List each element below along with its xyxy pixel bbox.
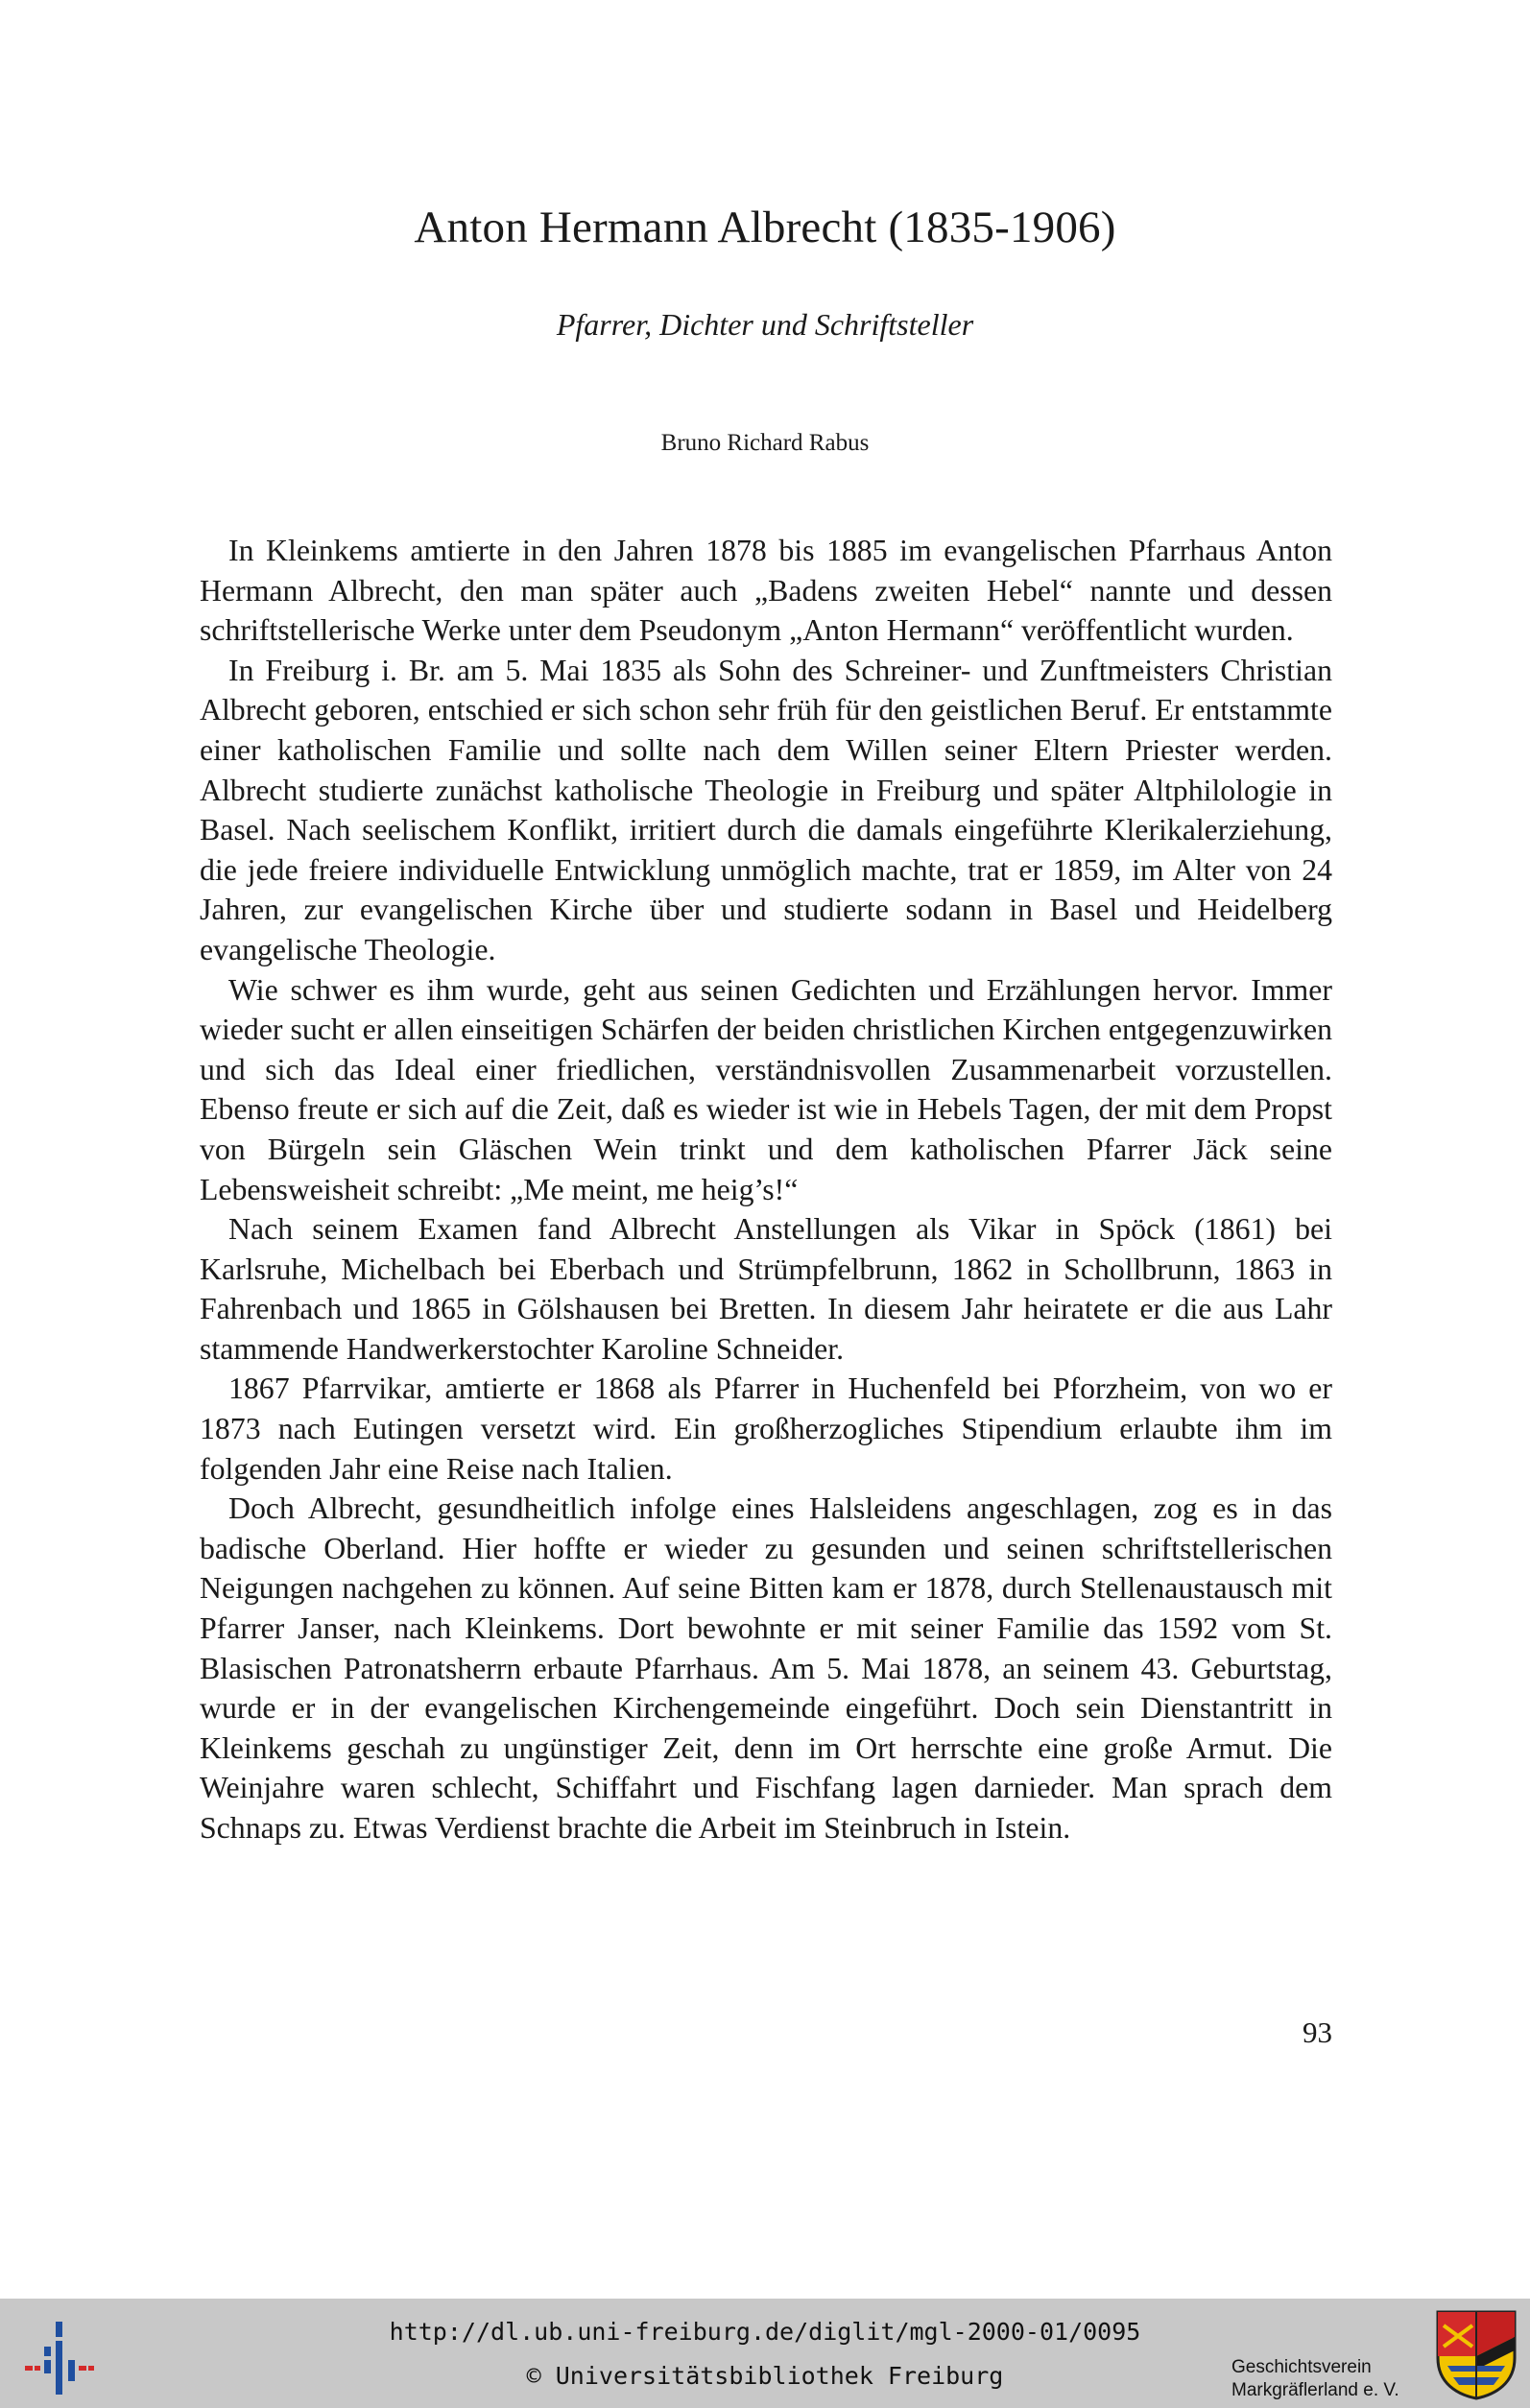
paragraph: In Freiburg i. Br. am 5. Mai 1835 als Sohn des Schreiner- und Zunftmeisters Christian Albrecht geboren, entschied er sich schon sehr früh für den geistlichen Beruf. Er entstammte einer katholischen Familie und sollte nach dem Willen seiner Eltern Priester werden. Albrecht studierte zunächst katholische Theologie in Freiburg und später Altphilologie in Basel. Nach seelischem Konflikt, irritiert durch die damals eingeführte Klerikalerziehung, die jede freiere individuelle Entwicklung unmöglich machte, trat er 1859, im Alter von 24 Jahren, zur evangelischen Kirche über und studierte sodann in Basel und Heidelberg evangelische Theologie. (200, 653, 1332, 966)
paragraph: 1867 Pfarrvikar, amtierte er 1868 als Pfarrer in Huchenfeld bei Pforzheim, von wo er 1873 nach Eutingen versetzt wird. Ein großherzogliches Stipendium erlaubte ihm im folgenden Jahr eine Reise nach Italien. (200, 1371, 1332, 1486)
coat-of-arms-icon[interactable] (1434, 2308, 1518, 2400)
paragraph: In Kleinkems amtierte in den Jahren 1878 bis 1885 im evangelischen Pfarrhaus Anton Hermann Albrecht, den man später auch „Badens zweiten Hebel“ nannte und dessen schriftstellerische Werke unter dem Pseudonym „Anton Hermann“ veröffentlicht wurden. (200, 534, 1332, 648)
paragraph: Doch Albrecht, gesundheitlich infolge eines Halsleidens angeschlagen, zog es in das badische Oberland. Hier hoffte er wieder zu gesunden und seinen schriftstellerischen Neigungen nachgehen zu können. Auf seine Bitten kam er 1878, durch Stellenaustausch mit Pfarrer Janser, nach Kleinkems. Dort bewohnte er mit seiner Familie das 1592 vom St. Blasischen Patronatsherrn erbaute Pfarrhaus. Am 5. Mai 1878, an seinem 43. Geburtstag, wurde er in der evangelischen Kirchengemeinde eingeführt. Doch sein Dienstantritt in Kleinkems geschah zu ungünstiger Zeit, denn im Ort herrschte eine große Armut. Die Weinjahre waren schlecht, Schiffahrt und Fischfang lagen darnieder. Man sprach dem Schnaps zu. Etwas Verdienst brachte die Arbeit im Steinbruch in Istein. (200, 1491, 1332, 1845)
footer-copyright: © Universitätsbibliothek Freiburg (526, 2362, 1004, 2390)
article-subtitle: Pfarrer, Dichter und Schriftsteller (556, 307, 974, 342)
footer-bar (0, 2299, 1530, 2408)
paragraph: Nach seinem Examen fand Albrecht Anstellungen als Vikar in Spöck (1861) bei Karlsruhe, Michelbach bei Eberbach und Strümpfelbrunn, 1862 in Schollbrunn, 1863 in Fahrenbach und 1865 in Gölshausen bei Bretten. In diesem Jahr heiratete er die aus Lahr stammende Handwerkerstochter Karoline Schneider. (200, 1212, 1332, 1366)
article-author: Bruno Richard Rabus (660, 430, 870, 456)
paragraph: Wie schwer es ihm wurde, geht aus seinen Gedichten und Erzählungen hervor. Immer wieder sucht er allen einseitigen Schärfen der beiden christlichen Kirchen entgegenzuwirken und sich das Ideal einer friedlichen, verständnisvollen Zusammenarbeit vorzustellen. Ebenso freute er sich auf die Zeit, daß es wieder ist wie in Hebels Tagen, der mit dem Propst von Bürgeln sein Gläschen Wein trinkt und dem katholischen Pfarrer Jäck seine Lebensweisheit schreibt: „Me meint, me heig’s!“ (200, 972, 1332, 1206)
article-body (200, 531, 1332, 1848)
page-number: 93 (1303, 2015, 1332, 2049)
society-name-line: Geschichtsverein (1231, 2357, 1372, 2377)
society-name (1231, 2356, 1399, 2402)
article-title: Anton Hermann Albrecht (1835-1906) (414, 203, 1116, 252)
society-name-line: Markgräflerland e. V. (1231, 2380, 1399, 2400)
footer-url-link[interactable]: http://dl.ub.uni-freiburg.de/diglit/mgl-2000-01/0095 (389, 2318, 1141, 2346)
